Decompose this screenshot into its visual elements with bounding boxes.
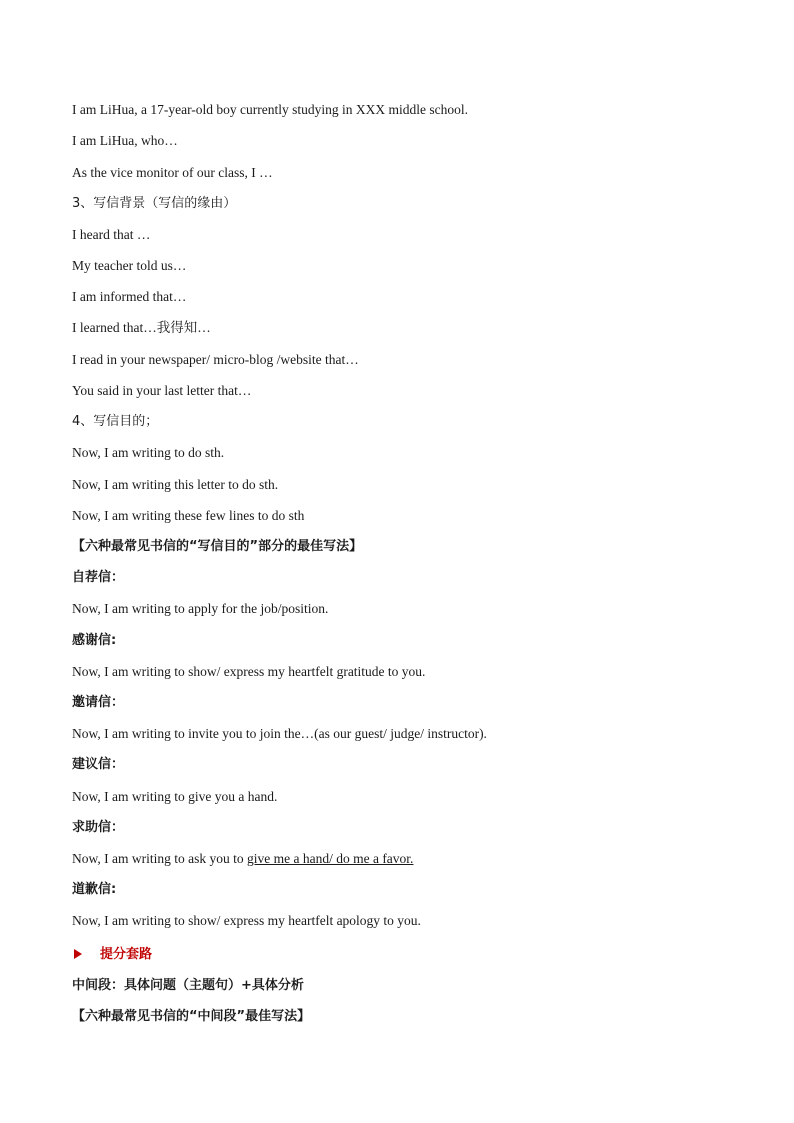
example-help-text: Now, I am writing to ask you to	[72, 851, 247, 866]
example-self-recommendation: Now, I am writing to apply for the job/position.	[72, 601, 329, 616]
example-suggestion: Now, I am writing to give you a hand.	[72, 789, 278, 804]
middle-paragraph-subheading: 【六种最常见书信的“中间段”最佳写法】	[72, 1009, 311, 1024]
letter-type-invitation: 邀请信：	[72, 695, 125, 710]
letter-type-suggestion: 建议信：	[72, 757, 125, 772]
letter-type-apology: 道歉信:	[72, 882, 117, 897]
intro-line-1: I am LiHua, a 17-year-old boy currently studying in XXX middle school.	[72, 102, 469, 117]
background-line-6: You said in your last letter that…	[72, 383, 252, 398]
middle-paragraph-heading: 中间段：具体问题（主题句）+具体分析	[72, 978, 304, 993]
tips-heading-text: 提分套路	[100, 947, 153, 962]
purpose-line-1: Now, I am writing to do sth.	[72, 445, 225, 460]
example-apology: Now, I am writing to show/ express my heartfelt apology to you.	[72, 913, 421, 928]
background-line-3: I am informed that…	[72, 289, 187, 304]
letter-type-self-recommendation: 自荐信：	[72, 570, 125, 585]
intro-line-3: As the vice monitor of our class, I …	[72, 165, 273, 180]
section-heading-purpose: 4、写信目的；	[72, 414, 159, 429]
example-thanks: Now, I am writing to show/ express my heartfelt gratitude to you.	[72, 664, 426, 679]
arrow-bullet-icon	[74, 949, 82, 959]
section-heading-background: 3、写信背景（写信的缘由）	[72, 196, 237, 211]
example-invitation: Now, I am writing to invite you to join the…(as our guest/ judge/ instructor).	[72, 726, 487, 741]
example-help	[72, 850, 413, 868]
purpose-subheading: 【六种最常见书信的“写信目的”部分的最佳写法】	[72, 539, 363, 554]
tips-heading	[72, 946, 152, 964]
purpose-line-2: Now, I am writing this letter to do sth.	[72, 477, 279, 492]
background-line-1: I heard that …	[72, 227, 151, 242]
background-line-2: My teacher told us…	[72, 258, 187, 273]
background-line-4: I learned that…我得知…	[72, 320, 211, 335]
background-line-5: I read in your newspaper/ micro-blog /website that…	[72, 352, 359, 367]
purpose-line-3: Now, I am writing these few lines to do sth	[72, 508, 305, 523]
example-help-underlined: give me a hand/ do me a favor.	[246, 851, 414, 866]
intro-line-2: I am LiHua, who…	[72, 133, 178, 148]
letter-type-thanks: 感谢信:	[72, 633, 117, 648]
letter-type-help: 求助信：	[72, 820, 125, 835]
